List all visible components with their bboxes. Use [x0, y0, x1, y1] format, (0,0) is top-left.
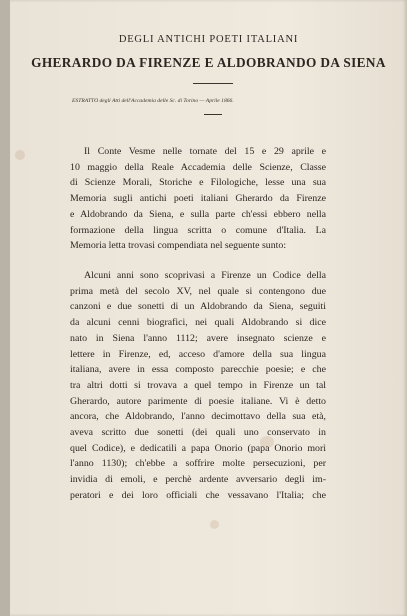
note-divider	[204, 114, 222, 115]
text-line: Memoria letta trovasi compendiata nel seguente sunto:	[70, 240, 287, 252]
text-line: peratori e dei loro officiali che vessavano l'Italia; che	[70, 489, 326, 501]
title-divider	[193, 83, 233, 84]
text-line: tra altri dotti si trovava a quel tempo in Firenze un tal	[70, 379, 326, 391]
text-line: 10 maggio della Reale Accademia delle Scienze, Classe	[70, 161, 326, 173]
text-line: prima metà del secolo XV, nel quale si contengono due	[70, 285, 326, 297]
text-line: Memoria sugli antichi poeti italiani Gherardo da Firenze	[70, 193, 326, 205]
extract-note: ESTRATTO degli Atti dell'Accademia delle Sc. di Torino — Aprile 1866.	[72, 98, 234, 104]
text-line: invidia di emoli, e perchè ardente avversario degli im-	[70, 474, 326, 486]
text-line: da alcuni cenni biografici, nei quali Aldobrando si dice	[70, 317, 326, 329]
paragraph-summary	[70, 268, 326, 504]
text-line: ancora, che Aldobrando, l'anno decimottavo della sua età,	[70, 411, 326, 423]
article-title: GHERARDO DA FIRENZE E ALDOBRANDO DA SIENA	[31, 56, 386, 71]
series-heading: DEGLI ANTICHI POETI ITALIANI	[118, 34, 299, 45]
text-line: quel Codice), e dedicatili a papa Onorio (papa Onorio morì	[70, 442, 326, 454]
text-line: canzoni e due sonetti di un Aldobrando da Siena, seguiti	[70, 301, 326, 313]
text-line: nato in Siena l'anno 1112; avere insegnato scienze e	[70, 332, 326, 344]
text-line: italiana, avere in essa composto parecchie poesie; e che	[70, 364, 326, 376]
foxing-stain	[210, 520, 219, 529]
text-line: Il Conte Vesme nelle tornate del 15 e 29 aprile e	[84, 146, 326, 157]
text-line: formazione della lingua scritta o comune d'Italia. La	[70, 224, 326, 236]
text-line: e Aldobrando da Siena, e sulla parte ch'essi ebbero nella	[70, 208, 326, 220]
text-line: lettere in Firenze, ed, acceso d'amore della sua lingua	[70, 348, 326, 360]
text-line: di Scienze Morali, Storiche e Filologiche, lesse una sua	[70, 177, 326, 189]
document-page	[10, 0, 407, 616]
foxing-stain	[15, 150, 25, 160]
text-line: Alcuni anni sono scoprivasi a Firenze un Codice della	[84, 270, 326, 281]
text-line: Gherardo, autore parimente di poesie italiane. Vi è detto	[70, 395, 326, 407]
text-line: aveva scritto due sonetti (dei quali uno conservato in	[70, 427, 326, 439]
paragraph-intro	[70, 144, 326, 254]
text-line: l'anno 1130); ch'ebbe a soffrire molte persecuzioni, per	[70, 458, 326, 470]
